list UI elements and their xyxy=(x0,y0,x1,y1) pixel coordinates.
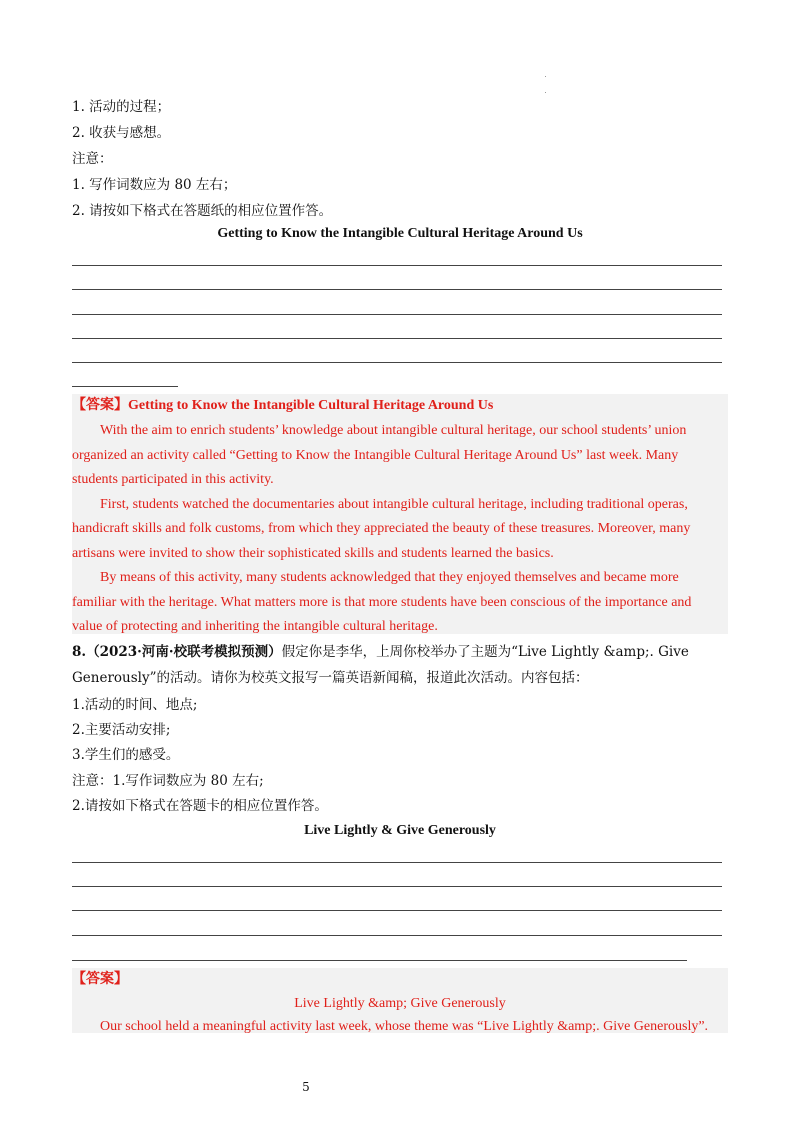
writing-line xyxy=(72,265,722,266)
essay-title: Live Lightly & Give Generously xyxy=(304,823,496,838)
writing-line xyxy=(72,338,722,339)
answer-paragraph: First, students watched the documentaries about intangible cultural heritage, including traditional operas, handicraft skills and folk customs, from which they appreciated the beauty of these treasures. Moreover, many artisans were invited to show their sophisticated skills and students learned the basics. xyxy=(72,496,691,561)
question-prompt: 假定你是李华，上周你校举办了主题为“Live Lightly &amp;. Give Generously”的活动。请你为校英文报写一篇英语新闻稿，报道此次活动。内容包括： xyxy=(72,644,689,686)
answer-box xyxy=(72,394,728,634)
scan-mark xyxy=(545,76,546,77)
writing-line xyxy=(72,886,722,887)
writing-line xyxy=(72,862,722,863)
content-point-1: 1. 活动的过程； xyxy=(72,99,171,115)
answer-paragraph: By means of this activity, many students acknowledged that they enjoyed themselves and became more familiar with the heritage. What matters more is that more students have been conscious of the importance and value of protecting and inheriting the intangible cultural heritage. xyxy=(72,570,692,634)
note-2: 2. 请按如下格式在答题纸的相应位置作答。 xyxy=(72,203,333,219)
note-1: 1. 写作词数应为 80 左右； xyxy=(72,177,237,193)
writing-line xyxy=(72,960,687,961)
scan-mark xyxy=(545,92,546,93)
q8-note-1: 注意：1.写作词数应为 80 左右; xyxy=(72,773,264,789)
writing-line xyxy=(72,314,722,315)
writing-line-short xyxy=(72,386,178,387)
answer-heading xyxy=(72,395,493,417)
question-number: 8. xyxy=(72,644,87,660)
writing-line xyxy=(72,910,722,911)
q8-point-1: 1.活动的时间、地点; xyxy=(72,697,198,713)
essay-title: Getting to Know the Intangible Cultural Heritage Around Us xyxy=(217,226,583,241)
answer-title: Live Lightly &amp; Give Generously xyxy=(294,996,506,1011)
answer-tag: 【答案】 xyxy=(72,972,128,987)
page-number: 5 xyxy=(302,1080,310,1094)
answer-title: Getting to Know the Intangible Cultural Heritage Around Us xyxy=(128,398,494,413)
answer-paragraph: With the aim to enrich students’ knowledge about intangible cultural heritage, our school students’ union organized an activity called “Getting to Know the Intangible Cultural Heritage Around Us” last week. Many students participated in this activity. xyxy=(72,423,687,487)
writing-line xyxy=(72,289,722,290)
notes-label: 注意： xyxy=(72,151,113,167)
q8-point-2: 2.主要活动安排; xyxy=(72,722,171,738)
answer-tag: 【答案】 xyxy=(72,398,128,413)
writing-line xyxy=(72,935,722,936)
answer-box xyxy=(72,968,728,1033)
writing-line xyxy=(72,362,722,363)
q8-point-3: 3.学生们的感受。 xyxy=(72,747,180,763)
question-source: （2023·河南·校联考模拟预测） xyxy=(86,644,282,660)
question-8 xyxy=(72,639,724,691)
content-point-2: 2. 收获与感想。 xyxy=(72,125,171,141)
q8-note-2: 2.请按如下格式在答题卡的相应位置作答。 xyxy=(72,798,328,814)
answer-body xyxy=(72,419,724,640)
answer-paragraph: Our school held a meaningful activity last week, whose theme was “Live Lightly &amp;. Give Generously”. xyxy=(100,1019,709,1034)
